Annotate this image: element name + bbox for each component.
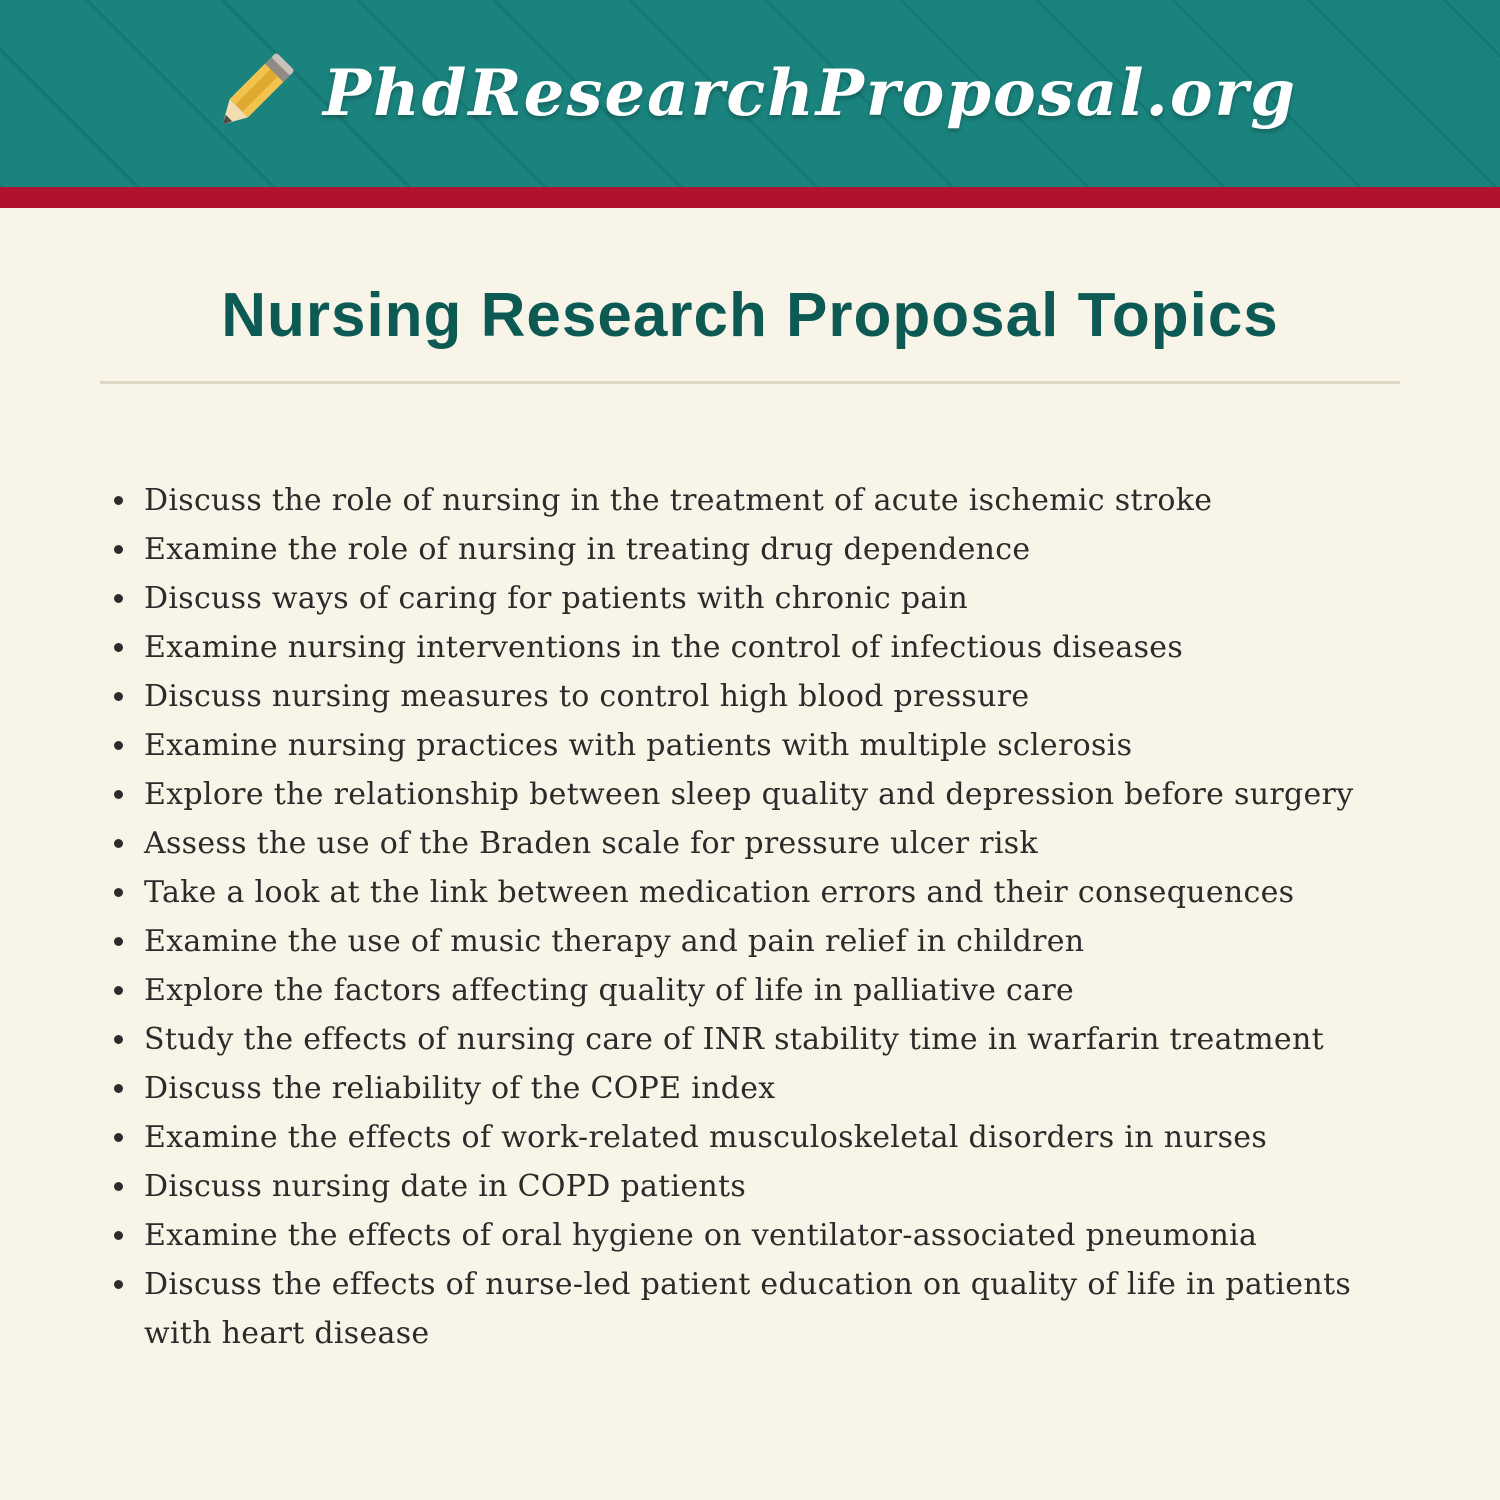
list-item	[100, 574, 1410, 623]
topic-text: Examine the effects of oral hygiene on ventilator-associated pneumonia	[144, 1218, 1258, 1253]
topic-text: Examine nursing interventions in the control of infectious diseases	[144, 630, 1184, 665]
site-logo-text: PhdResearchProposal.org	[323, 56, 1297, 131]
list-item	[100, 1064, 1410, 1113]
topic-text: Explore the factors affecting quality of life in palliative care	[144, 973, 1075, 1008]
topic-text: Discuss nursing date in COPD patients	[144, 1169, 747, 1204]
list-item	[100, 917, 1410, 966]
topics-section	[100, 476, 1410, 1358]
list-item	[100, 966, 1410, 1015]
list-item	[100, 819, 1410, 868]
header-banner	[0, 0, 1500, 187]
topic-text: Discuss ways of caring for patients with chronic pain	[144, 581, 969, 616]
list-item	[100, 1211, 1410, 1260]
topic-text: Discuss nursing measures to control high blood pressure	[144, 679, 1030, 714]
list-item	[100, 672, 1410, 721]
page-title: Nursing Research Proposal Topics	[221, 281, 1279, 350]
list-item	[100, 721, 1410, 770]
topic-text: Examine the role of nursing in treating drug dependence	[144, 532, 1031, 567]
list-item	[100, 1015, 1410, 1064]
topic-text: Discuss the role of nursing in the treatment of acute ischemic stroke	[144, 483, 1213, 518]
title-divider	[100, 381, 1400, 384]
pencil-icon	[203, 44, 303, 144]
topic-text: Examine nursing practices with patients with multiple sclerosis	[144, 728, 1133, 763]
list-item	[100, 1162, 1410, 1211]
list-item	[100, 623, 1410, 672]
topics-list	[100, 476, 1410, 1358]
topic-text: Take a look at the link between medication errors and their consequences	[144, 875, 1295, 910]
topic-text: Examine the effects of work-related musculoskeletal disorders in nurses	[144, 1120, 1268, 1155]
list-item	[100, 525, 1410, 574]
topic-text: Study the effects of nursing care of INR stability time in warfarin treatment	[144, 1022, 1324, 1057]
topic-text: Assess the use of the Braden scale for pressure ulcer risk	[144, 826, 1038, 861]
topic-text: Discuss the effects of nurse-led patient education on quality of life in patients with heart disease	[144, 1267, 1352, 1351]
list-item	[100, 1260, 1410, 1358]
site-logo	[203, 44, 1297, 144]
list-item	[100, 770, 1410, 819]
list-item	[100, 1113, 1410, 1162]
topic-text: Examine the use of music therapy and pain relief in children	[144, 924, 1085, 959]
topic-text: Discuss the reliability of the COPE index	[144, 1071, 776, 1106]
list-item	[100, 476, 1410, 525]
topic-text: Explore the relationship between sleep quality and depression before surgery	[144, 777, 1354, 812]
list-item	[100, 868, 1410, 917]
main-content	[0, 280, 1500, 1358]
accent-bar	[0, 187, 1500, 208]
